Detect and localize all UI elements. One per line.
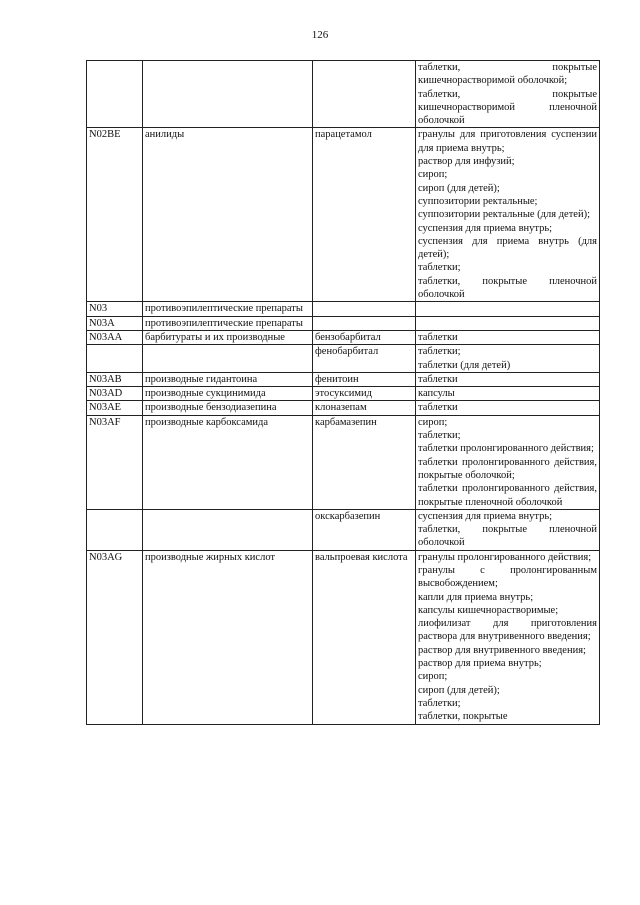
dosage-form-item: суппозитории ректальные; (418, 195, 538, 207)
dosage-form-item: таблетки, покрытые (418, 711, 508, 723)
dosage-forms-cell (416, 330, 600, 344)
group-name-cell: противоэпилептические препараты (143, 302, 313, 316)
dosage-form-item: сироп (для детей); (418, 684, 500, 696)
dosage-form-item: таблетки, покрытые пленочной оболочкой (418, 524, 597, 549)
dosage-form-item: гранулы для приготовления суспензии для приема внутрь; (418, 129, 597, 154)
atc-code-cell: N02BE (87, 128, 143, 302)
table-row (87, 61, 600, 128)
atc-code-cell: N03AD (87, 387, 143, 401)
table-row (87, 316, 600, 330)
atc-code-cell: N03AE (87, 401, 143, 415)
dosage-forms-cell (416, 509, 600, 550)
drug-name-cell: фенобарбитал (313, 345, 416, 373)
dosage-form-item: таблетки (418, 373, 458, 385)
dosage-form-item: капсулы (418, 388, 455, 400)
atc-code-cell (87, 509, 143, 550)
table-row (87, 302, 600, 316)
group-name-cell: производные сукцинимида (143, 387, 313, 401)
dosage-form-item: раствор для инфузий; (418, 156, 515, 168)
dosage-form-item: таблетки; (418, 697, 461, 709)
dosage-forms-cell (416, 61, 600, 128)
dosage-form-item: суспензия для приема внутрь; (418, 222, 553, 234)
dosage-forms-cell (416, 387, 600, 401)
dosage-forms-cell (416, 372, 600, 386)
dosage-forms-cell (416, 401, 600, 415)
page-number: 126 (311, 29, 329, 41)
dosage-form-item: таблетки (для детей) (418, 359, 511, 371)
drug-name-cell (313, 61, 416, 128)
atc-code-cell: N03AF (87, 415, 143, 509)
table-row (87, 401, 600, 415)
drug-name-cell: карбамазепин (313, 415, 416, 509)
atc-code-cell: N03AA (87, 330, 143, 344)
drug-name-cell: окскарбазепин (313, 509, 416, 550)
atc-code-cell: N03AB (87, 372, 143, 386)
group-name-cell (143, 509, 313, 550)
table-row (87, 550, 600, 724)
dosage-form-item: раствор для приема внутрь; (418, 658, 542, 670)
group-name-cell: производные карбоксамида (143, 415, 313, 509)
group-name-cell: производные жирных кислот (143, 550, 313, 724)
atc-code-cell: N03 (87, 302, 143, 316)
group-name-cell: производные бензодиазепина (143, 401, 313, 415)
drug-table (86, 60, 600, 725)
group-name-cell (143, 61, 313, 128)
table-row (87, 330, 600, 344)
dosage-form-item: таблетки; (418, 430, 461, 442)
drug-name-cell (313, 302, 416, 316)
table-row (87, 387, 600, 401)
dosage-form-item: таблетки (418, 331, 458, 343)
dosage-form-item: раствор для внутривенного введения; (418, 644, 586, 656)
dosage-form-item: сироп; (418, 671, 448, 683)
dosage-form-item: суспензия для приема внутрь (для детей); (418, 235, 597, 261)
dosage-form-item: таблетки, покрытые кишечнорастворимой пленочной оболочкой (418, 88, 597, 127)
dosage-form-item: таблетки пролонгированного действия, покрытые оболочкой; (418, 456, 597, 481)
dosage-form-item: лиофилизат для приготовления раствора для внутривенного введения; (418, 618, 597, 643)
dosage-form-item: капли для приема внутрь; (418, 591, 534, 603)
dosage-form-item: суспензия для приема внутрь; (418, 510, 553, 522)
drug-table-body (87, 61, 600, 725)
drug-name-cell: вальпроевая кислота (313, 550, 416, 724)
dosage-form-item: сироп; (418, 416, 448, 428)
dosage-form-item: таблетки; (418, 262, 461, 274)
dosage-forms-cell (416, 316, 600, 330)
dosage-form-item: суппозитории ректальные (для детей); (418, 209, 590, 221)
drug-name-cell: фенитоин (313, 372, 416, 386)
table-row (87, 372, 600, 386)
dosage-forms-cell (416, 345, 600, 373)
dosage-form-item: таблетки пролонгированного действия, покрытые пленочной оболочкой (418, 483, 597, 508)
dosage-form-item: таблетки пролонгированного действия; (418, 443, 594, 455)
atc-code-cell: N03AG (87, 550, 143, 724)
atc-code-cell (87, 345, 143, 373)
drug-name-cell (313, 316, 416, 330)
group-name-cell: анилиды (143, 128, 313, 302)
atc-code-cell: N03A (87, 316, 143, 330)
table-row (87, 509, 600, 550)
table-row (87, 345, 600, 373)
dosage-form-item: таблетки (418, 402, 458, 414)
dosage-forms-cell (416, 302, 600, 316)
dosage-form-item: гранулы с пролонгированным высвобождением; (418, 564, 597, 590)
dosage-form-item: капсулы кишечнорастворимые; (418, 604, 559, 616)
table-row (87, 415, 600, 509)
table-row (87, 128, 600, 302)
group-name-cell: противоэпилептические препараты (143, 316, 313, 330)
group-name-cell: производные гидантоина (143, 372, 313, 386)
drug-name-cell: клоназепам (313, 401, 416, 415)
group-name-cell: барбитураты и их производные (143, 330, 313, 344)
drug-name-cell: бензобарбитал (313, 330, 416, 344)
dosage-forms-cell (416, 550, 600, 724)
dosage-forms-cell (416, 128, 600, 302)
dosage-form-item: сироп; (418, 169, 448, 181)
dosage-form-item: таблетки, покрытые пленочной оболочкой (418, 275, 597, 301)
drug-name-cell: парацетамол (313, 128, 416, 302)
dosage-form-item: гранулы пролонгированного действия; (418, 551, 592, 563)
dosage-form-item: таблетки, покрытые кишечнорастворимой оболочкой; (418, 62, 597, 87)
atc-code-cell (87, 61, 143, 128)
dosage-forms-cell (416, 415, 600, 509)
drug-name-cell: этосуксимид (313, 387, 416, 401)
dosage-form-item: сироп (для детей); (418, 182, 500, 194)
dosage-form-item: таблетки; (418, 346, 461, 358)
group-name-cell (143, 345, 313, 373)
